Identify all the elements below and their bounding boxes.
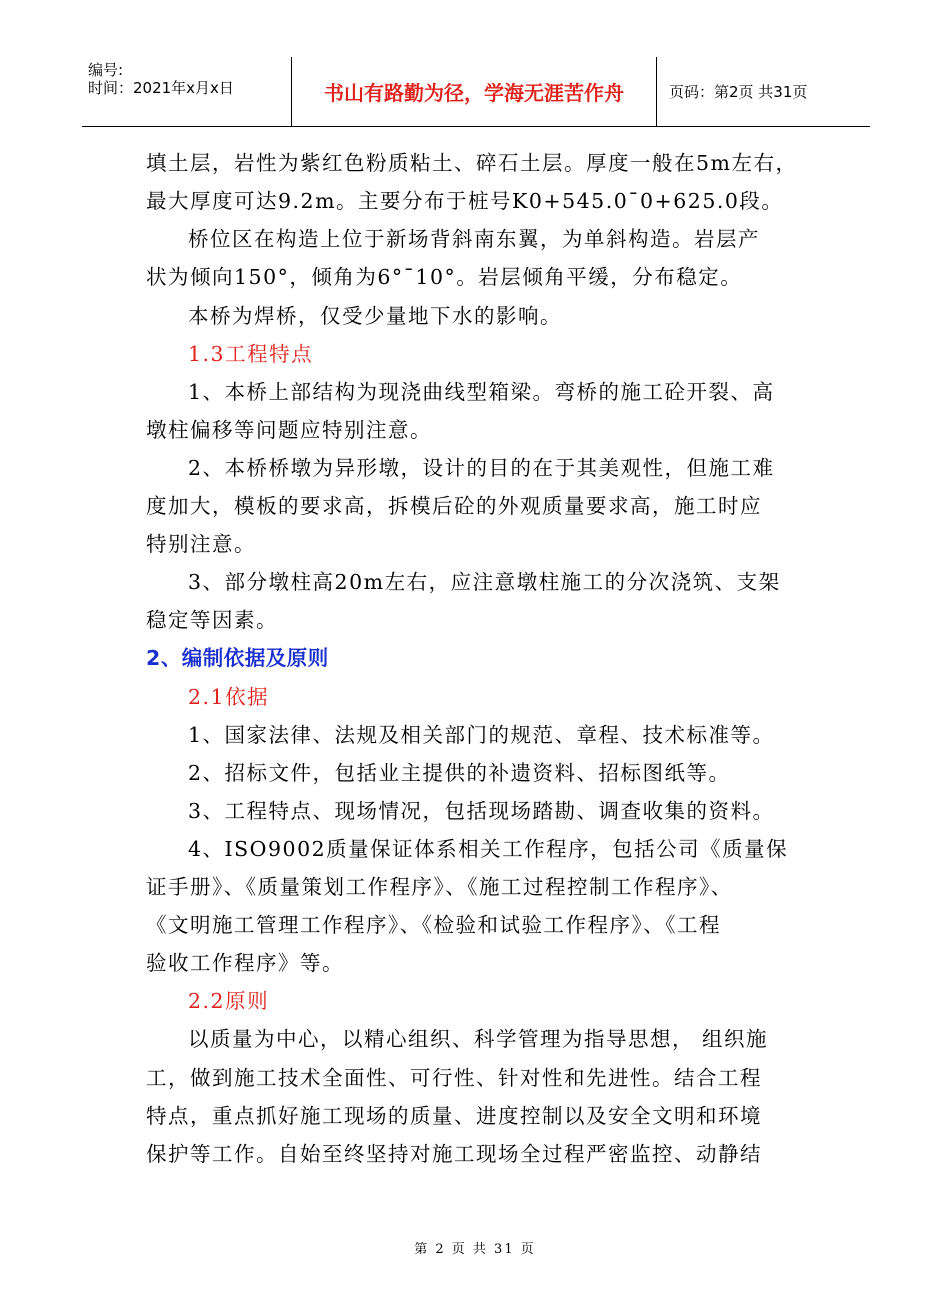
paragraph-line: 4、ISO9002质量保证体系相关工作程序，包括公司《质量保 [188,837,789,861]
paragraph-line: 3、工程特点、现场情况，包括现场踏勘、调查收集的资料。 [188,799,775,823]
paragraph-line: 桥位区在构造上位于新场背斜南东翼，为单斜构造。岩层产 [188,227,760,251]
header-page-label: 页码：第2页 共31页 [657,57,871,127]
paragraph-line: 工，做到施工技术全面性、可行性、针对性和先进性。结合工程 [146,1066,762,1090]
paragraph-line: 《文明施工管理工作程序》、《检验和试验工作程序》、《工程 [146,913,721,937]
chapter-heading-2: 2、编制依据及原则 [146,646,329,670]
time-label: 时间：2021年x月x日 [88,79,234,97]
paragraph-line: 最大厚度可达9.2m。主要分布于桩号K0+545.0¯0+625.0段。 [146,189,784,213]
page-footer: 第 2 页 共 31 页 [414,1242,536,1257]
paragraph-line: 特点，重点抓好施工现场的质量、进度控制以及安全文明和环境 [146,1104,762,1128]
paragraph-line: 1、本桥上部结构为现浇曲线型箱梁。弯桥的施工砼开裂、高 [188,380,775,404]
section-heading-2-1: 2.1依据 [188,685,270,709]
paragraph-line: 稳定等因素。 [146,608,278,632]
paragraph-line: 以质量为中心，以精心组织、科学管理为指导思想， 组织施 [188,1027,769,1051]
paragraph-line: 1、国家法律、法规及相关部门的规范、章程、技术标准等。 [188,723,775,747]
serial-label: 编号: [88,61,124,79]
section-heading-2-2: 2.2原则 [188,989,270,1013]
paragraph-line: 填土层，岩性为紫红色粉质粘土、碎石土层。厚度一般在5m左右， [146,151,798,175]
header-motto: 书山有路勤为径，学海无涯苦作舟 [292,57,657,127]
paragraph-line: 状为倾向150°，倾角为6°¯10°。岩层倾角平缓，分布稳定。 [146,265,743,289]
section-heading-1-3: 1.3工程特点 [188,342,314,366]
paragraph-line: 本桥为焊桥，仅受少量地下水的影响。 [188,304,562,328]
paragraph-line: 验收工作程序》等。 [146,951,344,975]
paragraph-line: 2、招标文件，包括业主提供的补遗资料、招标图纸等。 [188,761,731,785]
header-meta [82,57,292,127]
paragraph-line: 保护等工作。自始至终坚持对施工现场全过程严密监控、动静结 [146,1142,762,1166]
paragraph-line: 墩柱偏移等问题应特别注意。 [146,418,432,442]
paragraph-line: 度加大，模板的要求高，拆模后砼的外观质量要求高，施工时应 [146,494,762,518]
paragraph-line: 2、本桥桥墩为异形墩，设计的目的在于其美观性，但施工难 [188,456,775,480]
paragraph-line: 3、部分墩柱高20m左右，应注意墩柱施工的分次浇筑、支架 [188,570,781,594]
paragraph-line: 证手册》、《质量策划工作程序》、《施工过程控制工作程序》、 [146,875,733,899]
paragraph-line: 特别注意。 [146,532,256,556]
page-header [82,57,870,127]
